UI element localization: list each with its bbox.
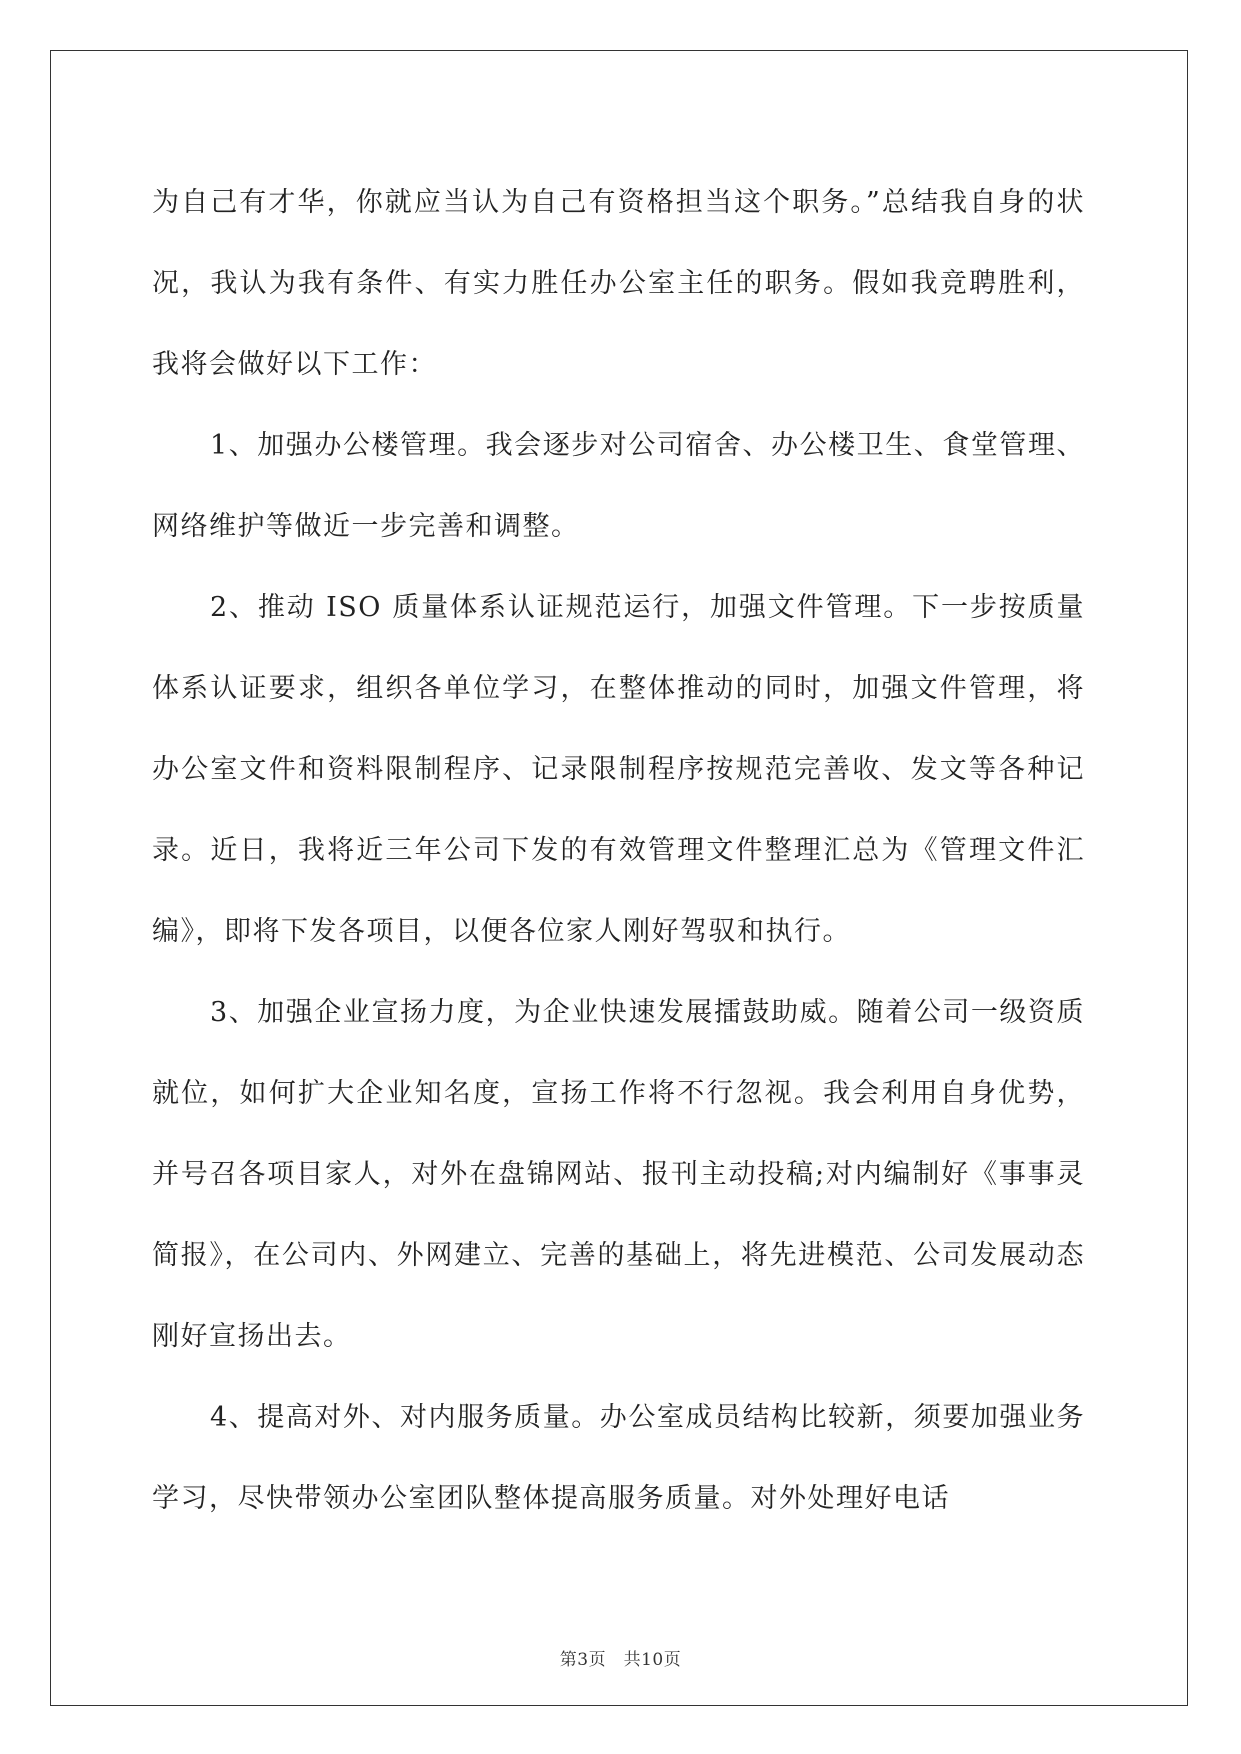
- paragraph-item-4: 4、提高对外、对内服务质量。办公室成员结构比较新，须要加强业务学习，尽快带领办公室团队整体提高服务质量。对外处理好电话: [152, 1402, 1085, 1514]
- paragraph-item-1: 1、加强办公楼管理。我会逐步对公司宿舍、办公楼卫生、食堂管理、网络维护等做近一步完善和调整。: [152, 430, 1085, 542]
- page-number-footer: 第3页 共10页: [559, 1650, 682, 1670]
- paragraph-item-2: 2、推动 ISO 质量体系认证规范运行，加强文件管理。下一步按质量体系认证要求，组织各单位学习，在整体推动的同时，加强文件管理，将办公室文件和资料限制程序、记录限制程序按规范完善收、发文等各种记录。近日，我将近三年公司下发的有效管理文件整理汇总为《管理文件汇编》，即将下发各项目，以便各位家人刚好驾驭和执行。: [152, 592, 1085, 947]
- paragraph-item-3: 3、加强企业宣扬力度，为企业快速发展擂鼓助威。随着公司一级资质就位，如何扩大企业知名度，宣扬工作将不行忽视。我会利用自身优势，并号召各项目家人，对外在盘锦网站、报刊主动投稿;对内编制好《事事灵简报》，在公司内、外网建立、完善的基础上，将先进模范、公司发展动态刚好宣扬出去。: [152, 997, 1085, 1352]
- document-body: [152, 162, 1085, 1539]
- paragraph-continuation: 为自己有才华，你就应当认为自己有资格担当这个职务。”总结我自身的状况，我认为我有条件、有实力胜任办公室主任的职务。假如我竞聘胜利，我将会做好以下工作：: [152, 187, 1085, 380]
